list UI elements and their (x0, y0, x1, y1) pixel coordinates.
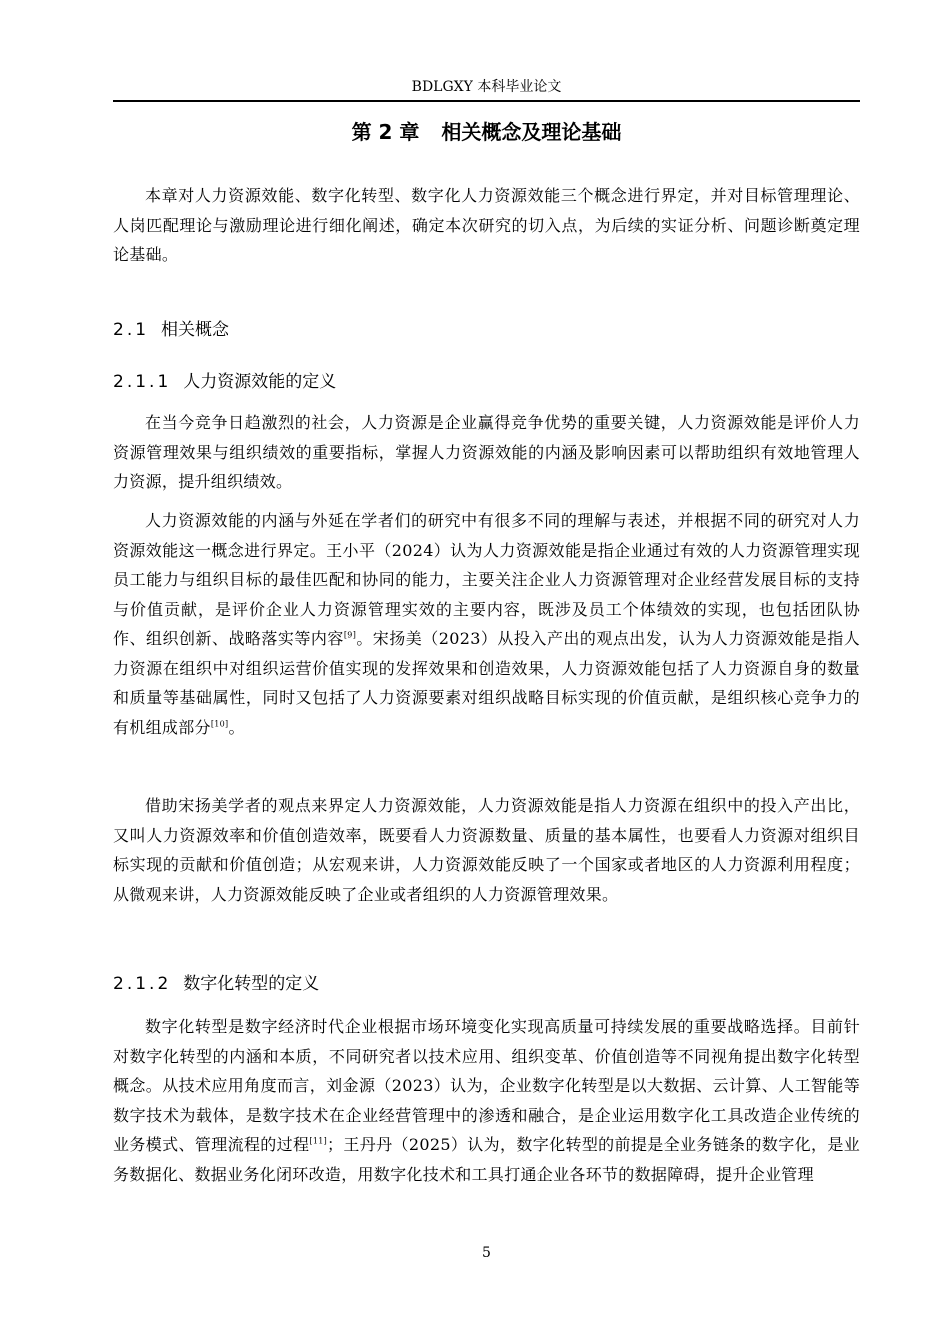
section-title: 人力资源效能的定义 (183, 372, 337, 392)
paragraph-text: 人力资源效能的内涵与外延在学者们的研究中有很多不同的理解与表述，并根据不同的研究对人力资源效能这一概念进行界定。王小平（2024）认为人力资源效能是指企业通过有效的人力资源管理实现员工能力与组织目标的最佳匹配和协同的能力，主要关注企业人力资源管理对企业经营发展目标的支持与价值贡献，是评价企业人力资源管理实效的主要内容，既涉及员工个体绩效的实现，也包括团队协作、组织创新、战略落实等内容 (113, 511, 860, 648)
section-heading-2-1-2 (113, 972, 860, 996)
chapter-number: 第 2 章 (351, 120, 420, 144)
header-divider (113, 100, 860, 102)
section-title: 数字化转型的定义 (183, 974, 320, 994)
citation-11: [11] (309, 1136, 328, 1146)
citation-10: [10] (210, 719, 229, 729)
page-number: 5 (482, 1245, 491, 1261)
section-heading-2-1 (113, 318, 860, 342)
section-number: 2.1.1 (113, 372, 172, 392)
chapter-name: 相关概念及理论基础 (441, 120, 622, 144)
chapter-intro-paragraph: 本章对人力资源效能、数字化转型、数字化人力资源效能三个概念进行界定，并对目标管理理论、人岗匹配理论与激励理论进行细化阐述，确定本次研究的切入点，为后续的实证分析、问题诊断奠定理论基础。 (113, 186, 860, 264)
running-header: BDLGXY 本科毕业论文 (411, 79, 562, 95)
section-heading-2-1-1 (113, 370, 860, 394)
body-paragraph: 在当今竞争日趋激烈的社会，人力资源是企业赢得竞争优势的重要关键，人力资源效能是评价人力资源管理效果与组织绩效的重要指标，掌握人力资源效能的内涵及影响因素可以帮助组织有效地管理人力资源，提升组织绩效。 (113, 413, 860, 491)
section-number: 2.1 (113, 320, 150, 340)
paragraph-text: 。宋扬美（2023）从投入产出的观点出发，认为人力资源效能是指人力资源在组织中对组织运营价值实现的发挥效果和创造效果，人力资源效能包括了人力资源自身的数量和质量等基础属性，同时又包括了人力资源要素对组织战略目标实现的价值贡献，是组织核心竞争力的有机组成部分 (113, 629, 860, 737)
body-paragraph (113, 1012, 860, 1189)
paragraph-text: ；王丹丹（2025）认为，数字化转型的前提是全业务链条的数字化，是业务数据化、数据业务化闭环改造，用数字化技术和工具打通企业各环节的数据障碍，提升企业管理 (113, 1135, 860, 1184)
section-title: 相关概念 (161, 320, 230, 340)
body-paragraph: 借助宋扬美学者的观点来界定人力资源效能，人力资源效能是指人力资源在组织中的投入产出比，又叫人力资源效率和价值创造效率，既要看人力资源数量、质量的基本属性，也要看人力资源对组织目标实现的贡献和价值创造；从宏观来讲，人力资源效能反映了一个国家或者地区的人力资源利用程度；从微观来讲，人力资源效能反映了企业或者组织的人力资源管理效果。 (113, 796, 860, 904)
citation-9: [9] (343, 630, 357, 640)
body-paragraph (113, 506, 860, 742)
paragraph-text: 。 (228, 717, 245, 737)
paragraph-text: 数字化转型是数字经济时代企业根据市场环境变化实现高质量可持续发展的重要战略选择。目前针对数字化转型的内涵和本质，不同研究者以技术应用、组织变革、价值创造等不同视角提出数字化转型概念。从技术应用角度而言，刘金源（2023）认为，企业数字化转型是以大数据、云计算、人工智能等数字技术为载体，是数字技术在企业经营管理中的渗透和融合，是企业运用数字化工具改造企业传统的业务模式、管理流程的过程 (113, 1017, 860, 1154)
section-number: 2.1.2 (113, 974, 172, 994)
chapter-title (113, 118, 860, 146)
